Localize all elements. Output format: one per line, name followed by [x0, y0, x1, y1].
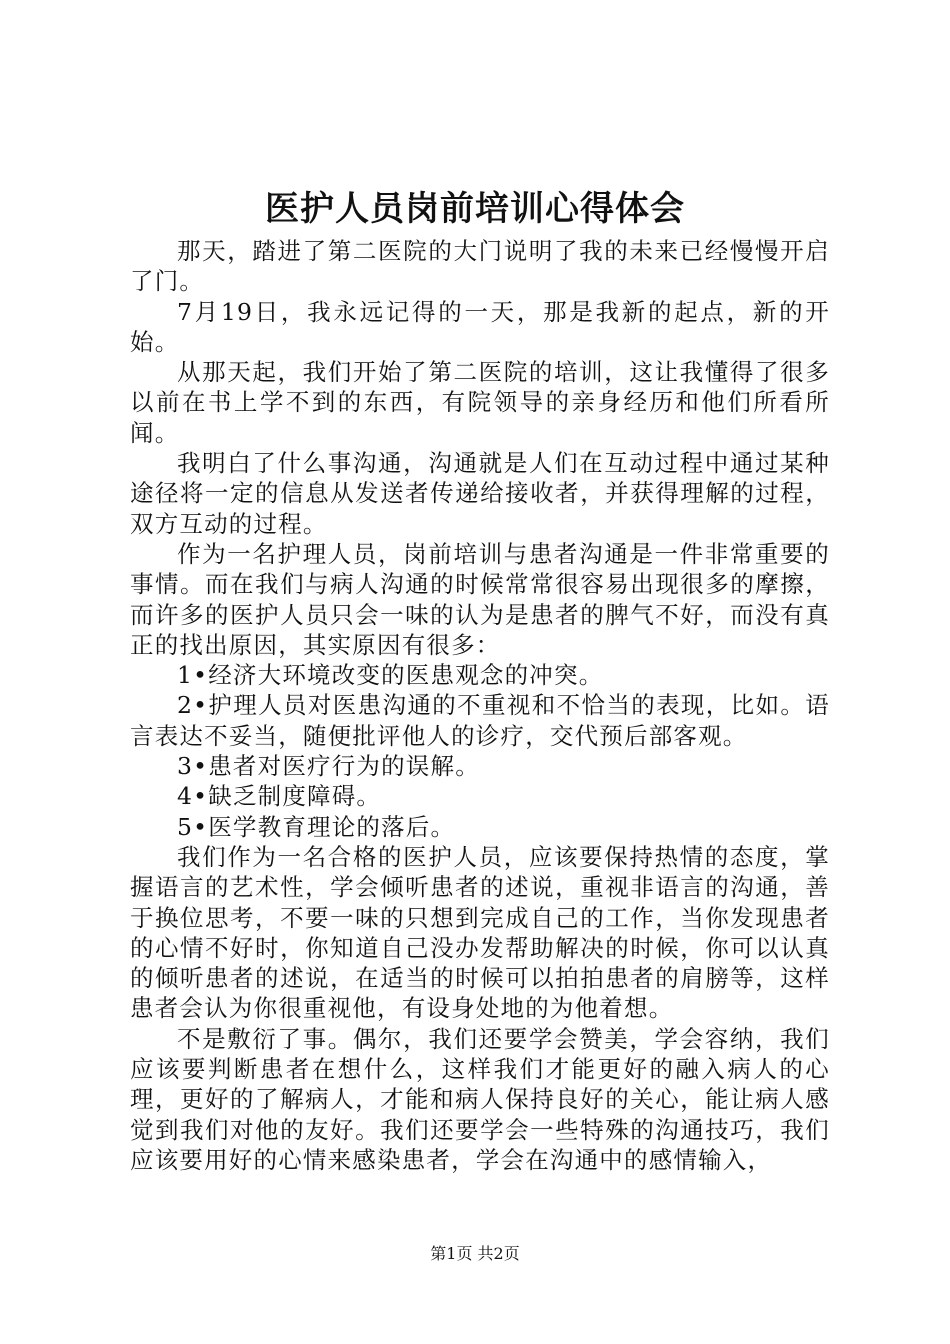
- paragraph-4: 我明白了什么事沟通，沟通就是人们在互动过程中通过某种途径将一定的信息从发送者传递给接收者，并获得理解的过程，双方互动的过程。: [130, 449, 830, 538]
- page-number-footer: 第1页 共2页: [430, 1244, 520, 1263]
- paragraph-1: 那天，踏进了第二医院的大门说明了我的未来已经慢慢开启了门。: [130, 237, 830, 296]
- paragraph-2: 7月19日，我永远记得的一天，那是我新的起点，新的开始。: [130, 297, 830, 356]
- document-body: [130, 236, 830, 1175]
- list-item-4: 4•缺乏制度障碍。: [177, 782, 382, 811]
- document-title: 医护人员岗前培训心得体会: [265, 189, 685, 229]
- list-item-5: 5•医学教育理论的落后。: [177, 812, 456, 841]
- list-item-3: 3•患者对医疗行为的误解。: [177, 752, 480, 781]
- paragraph-7: 不是敷衍了事。偶尔，我们还要学会赞美，学会容纳，我们应该要判断患者在想什么，这样我们才能更好的融入病人的心理，更好的了解病人，才能和病人保持良好的关心，能让病人感觉到我们对他的友好。我们还要学会一些特殊的沟通技巧，我们应该要用好的心情来感染患者，学会在沟通中的感情输入，: [130, 1024, 830, 1174]
- list-item-1: 1•经济大环境改变的医患观念的冲突。: [177, 661, 604, 690]
- paragraph-5: 作为一名护理人员，岗前培训与患者沟通是一件非常重要的事情。而在我们与病人沟通的时候常常很容易出现很多的摩擦，而许多的医护人员只会一味的认为是患者的脾气不好，而没有真正的找出原因，其实原因有很多：: [130, 539, 830, 659]
- list-item-2: 2•护理人员对医患沟通的不重视和不恰当的表现，比如。语言表达不妥当，随便批评他人的诊疗，交代预后部客观。: [130, 691, 830, 750]
- paragraph-3: 从那天起，我们开始了第二医院的培训，这让我懂得了很多以前在书上学不到的东西，有院领导的亲身经历和他们所看所闻。: [130, 358, 830, 447]
- paragraph-6: 我们作为一名合格的医护人员，应该要保持热情的态度，掌握语言的艺术性，学会倾听患者的述说，重视非语言的沟通，善于换位思考，不要一味的只想到完成自己的工作，当你发现患者的心情不好时，你知道自己没办发帮助解决的时候，你可以认真的倾听患者的述说，在适当的时候可以拍拍患者的肩膀等，这样患者会认为你很重视他，有设身处地的为他着想。: [130, 842, 830, 1023]
